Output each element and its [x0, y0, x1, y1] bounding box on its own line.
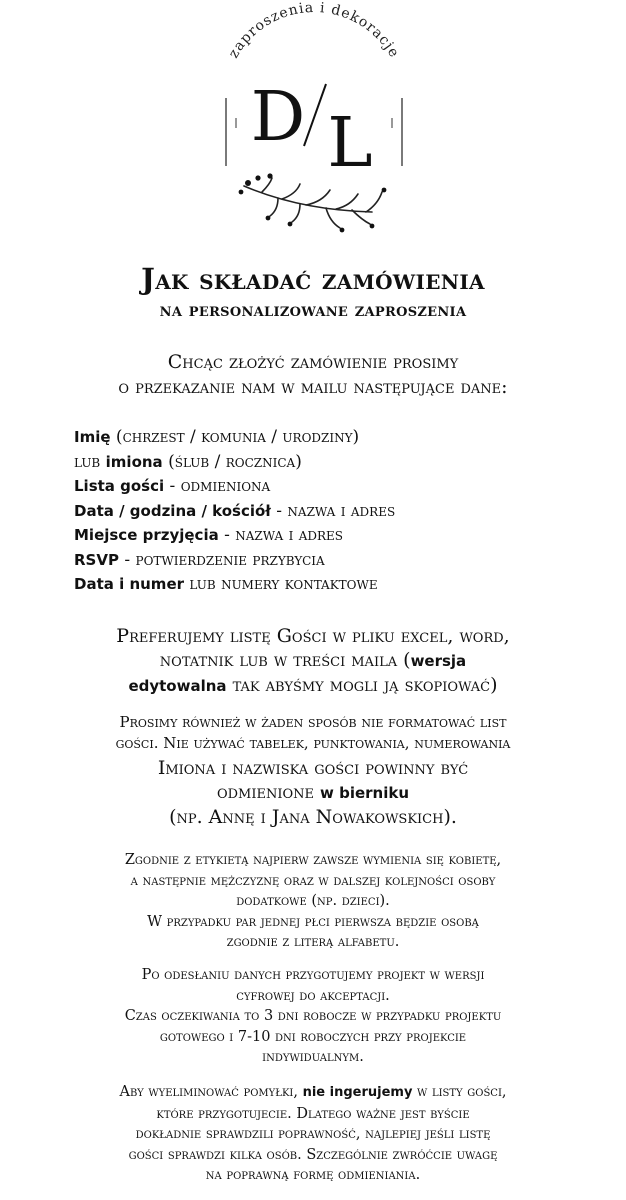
- paragraph-line: Po odesłaniu danych przygotujemy projekt w wersji: [141, 967, 485, 983]
- paragraph-line: gości. Nie używać tabelek, punktowania, numerowania: [115, 734, 511, 752]
- logo-arc-text: zaproszenia i dekoracje: [225, 0, 403, 61]
- etiquette-paragraph: [0, 850, 626, 953]
- paragraph-line: W przypadku par jednej płci pierwsza będzie osobą: [147, 913, 479, 930]
- paragraph-line: indywidualnym.: [262, 1049, 364, 1065]
- required-fields-list: [74, 425, 395, 597]
- page-subtitle: na personalizowane zaproszenia: [159, 300, 467, 321]
- timing-paragraph: [0, 965, 626, 1068]
- paragraph-line: cyfrowej do akceptacji.: [236, 987, 390, 1004]
- intro-line: Chcąc złożyć zamówienie prosimy: [167, 351, 459, 373]
- verification-paragraph: [0, 1082, 626, 1186]
- intro-paragraph: [0, 350, 626, 400]
- paragraph-line: dodatkowe (np. dzieci).: [236, 893, 390, 909]
- paragraph-line: Imiona i nazwiska gości powinny być: [157, 757, 469, 779]
- paragraph-line: edytowalna tak abyśmy mogli ją skopiować): [128, 674, 498, 696]
- paragraph-line: Prosimy również w żaden sposób nie formatować list: [119, 713, 507, 731]
- list-item: RSVP - potwierdzenie przybycia: [74, 549, 325, 570]
- paragraph-line: gotowego i 7-10 dni roboczych przy projekcie: [159, 1028, 467, 1045]
- monogram-d: D: [250, 78, 306, 157]
- file-format-paragraph: [0, 624, 626, 698]
- paragraph-line: które przygotujecie. Dlatego ważne jest byście: [156, 1105, 470, 1122]
- list-item: Data i numer lub numery kontaktowe: [74, 574, 378, 594]
- paragraph-line: notatnik lub w treści maila (wersja: [159, 649, 467, 671]
- paragraph-line: gości sprawdzi kilka osób. Szczególnie zwróćcie uwagę: [128, 1146, 498, 1163]
- paragraph-line: Czas oczekiwania to 3 dni robocze w przypadku projektu: [124, 1008, 502, 1024]
- paragraph-line: odmienione w bierniku: [216, 781, 410, 803]
- list-item: Miejsce przyjęcia - nazwa i adres: [74, 525, 344, 545]
- paragraph-line: (np. Annę i Jana Nowakowskich).: [169, 806, 457, 828]
- list-item: Imię (chrzest / komunia / urodziny): [74, 427, 360, 447]
- monogram-slash: [304, 84, 326, 146]
- paragraph-line: zgodnie z literą alfabetu.: [226, 934, 400, 950]
- list-item: Lista gości - odmieniona: [74, 476, 271, 496]
- paragraph-line: Aby wyeliminować pomyłki, nie ingerujemy w listy gości,: [119, 1084, 507, 1100]
- sprig-icon: [244, 178, 382, 228]
- intro-line: o przekazanie nam w mailu następujące dane:: [118, 376, 508, 398]
- paragraph-line: dokładnie sprawdzili poprawność, najlepiej jeśli listę: [135, 1126, 491, 1142]
- declension-paragraph: [0, 756, 626, 829]
- formatting-paragraph: [0, 712, 626, 754]
- paragraph-line: na poprawną formę odmieniania.: [205, 1167, 421, 1183]
- paragraph-line: Preferujemy listę Gości w pliku excel, word,: [116, 625, 510, 647]
- paragraph-line: a następnie mężczyznę oraz w dalszej kolejności osoby: [130, 872, 496, 889]
- brand-logo: [0, 0, 626, 250]
- list-item: lub imiona (ślub / rocznica): [74, 451, 302, 472]
- paragraph-line: Zgodnie z etykietą najpierw zawsze wymienia się kobietę,: [124, 852, 502, 868]
- page-title: Jak składać zamówienia: [141, 262, 485, 296]
- list-item: Data / godzina / kościół - nazwa i adres: [74, 500, 396, 521]
- monogram-l: L: [327, 104, 373, 183]
